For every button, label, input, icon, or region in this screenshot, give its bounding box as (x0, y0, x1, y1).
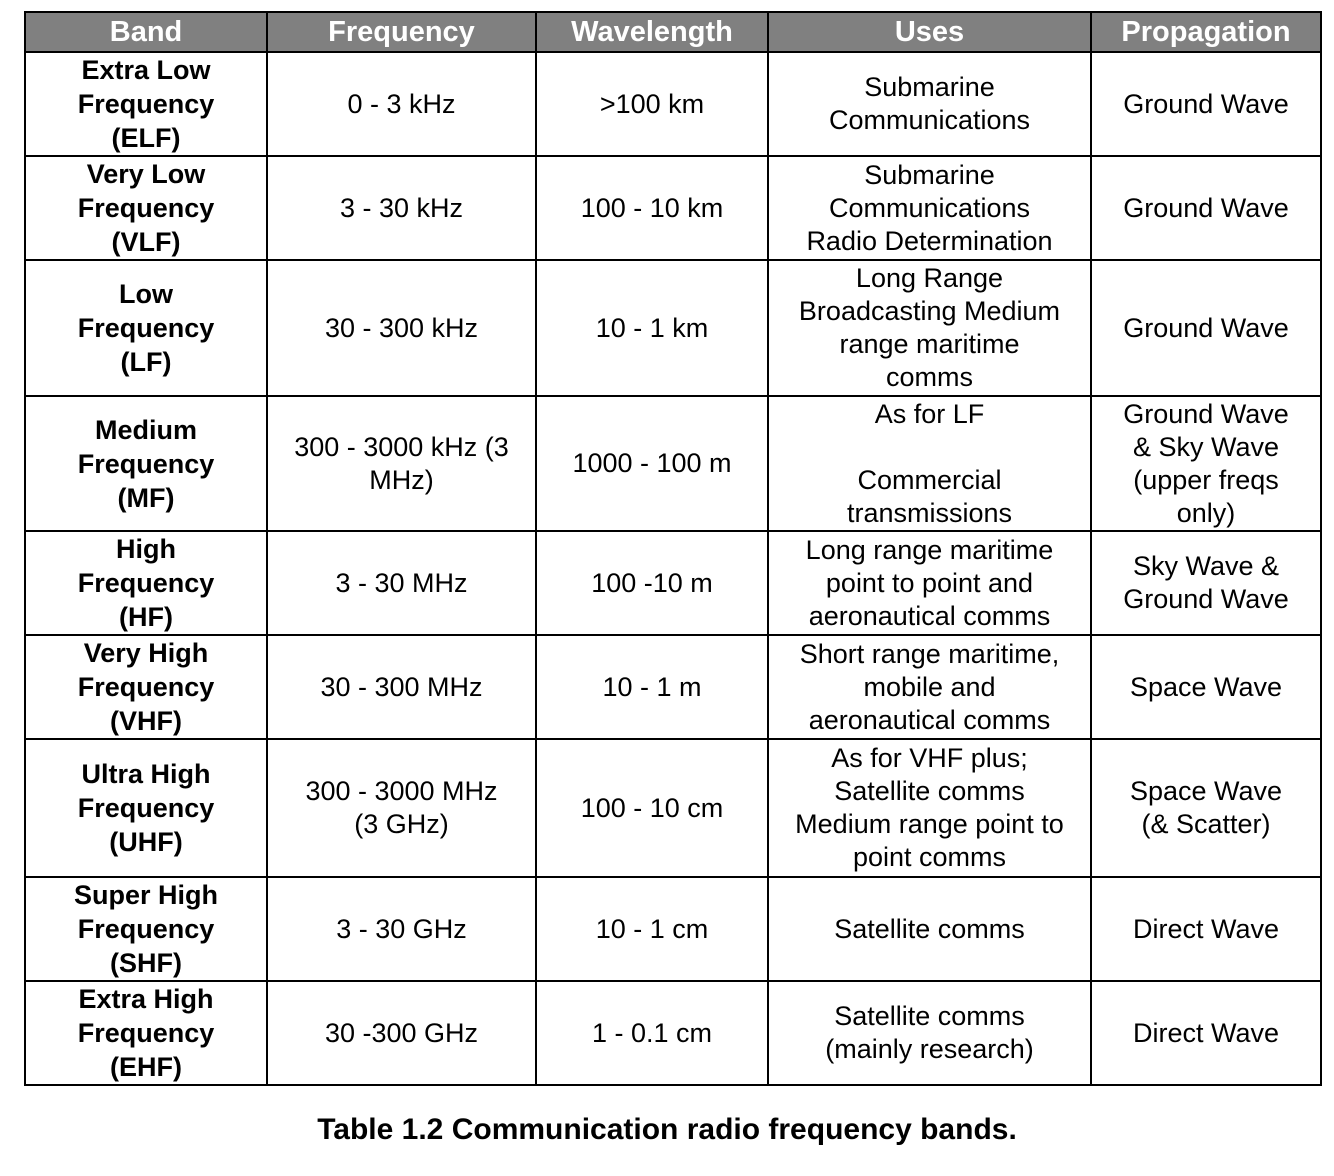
propagation-cell: Ground Wave (1091, 52, 1321, 156)
propagation-cell: Ground Wave (1091, 156, 1321, 260)
wavelength-cell: 10 - 1 cm (536, 877, 768, 981)
column-header-uses: Uses (768, 12, 1091, 52)
column-header-wavelength: Wavelength (536, 12, 768, 52)
table-row (25, 260, 1321, 396)
uses-cell: Satellite comms (mainly research) (768, 981, 1091, 1085)
table-row (25, 531, 1321, 635)
propagation-cell: Direct Wave (1091, 981, 1321, 1085)
uses-cell: Short range maritime, mobile and aeronautical comms (768, 635, 1091, 739)
band-cell: High Frequency (HF) (25, 531, 267, 635)
propagation-cell: Ground Wave & Sky Wave (upper freqs only) (1091, 396, 1321, 531)
table-row (25, 981, 1321, 1085)
column-header-propagation: Propagation (1091, 12, 1321, 52)
column-header-band: Band (25, 12, 267, 52)
propagation-cell: Ground Wave (1091, 260, 1321, 396)
table-row (25, 635, 1321, 739)
band-cell: Extra Low Frequency (ELF) (25, 52, 267, 156)
band-cell: Super High Frequency (SHF) (25, 877, 267, 981)
band-cell: Very Low Frequency (VLF) (25, 156, 267, 260)
uses-cell: Long Range Broadcasting Medium range maritime comms (768, 260, 1091, 396)
frequency-cell: 3 - 30 kHz (267, 156, 536, 260)
uses-cell: Submarine Communications Radio Determination (768, 156, 1091, 260)
band-cell: Extra High Frequency (EHF) (25, 981, 267, 1085)
propagation-cell: Space Wave (1091, 635, 1321, 739)
table-row (25, 877, 1321, 981)
frequency-bands-table (24, 11, 1322, 1086)
frequency-cell: 30 -300 GHz (267, 981, 536, 1085)
uses-cell: Long range maritime point to point and aeronautical comms (768, 531, 1091, 635)
wavelength-cell: 1000 - 100 m (536, 396, 768, 531)
frequency-cell: 3 - 30 GHz (267, 877, 536, 981)
table-row (25, 156, 1321, 260)
frequency-cell: 30 - 300 MHz (267, 635, 536, 739)
uses-cell: As for VHF plus; Satellite comms Medium range point to point comms (768, 739, 1091, 877)
uses-cell: Satellite comms (768, 877, 1091, 981)
table-row (25, 396, 1321, 531)
frequency-cell: 300 - 3000 kHz (3 MHz) (267, 396, 536, 531)
band-cell: Very High Frequency (VHF) (25, 635, 267, 739)
table-header-row (25, 12, 1321, 52)
table-caption: Table 1.2 Communication radio frequency bands. (317, 1113, 1017, 1146)
band-cell: Medium Frequency (MF) (25, 396, 267, 531)
propagation-cell: Direct Wave (1091, 877, 1321, 981)
frequency-cell: 30 - 300 kHz (267, 260, 536, 396)
band-cell: Ultra High Frequency (UHF) (25, 739, 267, 877)
column-header-frequency: Frequency (267, 12, 536, 52)
uses-cell: As for LF Commercial transmissions (768, 396, 1091, 531)
wavelength-cell: 10 - 1 km (536, 260, 768, 396)
wavelength-cell: >100 km (536, 52, 768, 156)
frequency-cell: 3 - 30 MHz (267, 531, 536, 635)
propagation-cell: Sky Wave & Ground Wave (1091, 531, 1321, 635)
band-cell: Low Frequency (LF) (25, 260, 267, 396)
wavelength-cell: 1 - 0.1 cm (536, 981, 768, 1085)
propagation-cell: Space Wave (& Scatter) (1091, 739, 1321, 877)
wavelength-cell: 100 -10 m (536, 531, 768, 635)
wavelength-cell: 10 - 1 m (536, 635, 768, 739)
wavelength-cell: 100 - 10 cm (536, 739, 768, 877)
frequency-cell: 300 - 3000 MHz (3 GHz) (267, 739, 536, 877)
frequency-cell: 0 - 3 kHz (267, 52, 536, 156)
uses-cell: Submarine Communications (768, 52, 1091, 156)
table-row (25, 52, 1321, 156)
wavelength-cell: 100 - 10 km (536, 156, 768, 260)
table-row (25, 739, 1321, 877)
